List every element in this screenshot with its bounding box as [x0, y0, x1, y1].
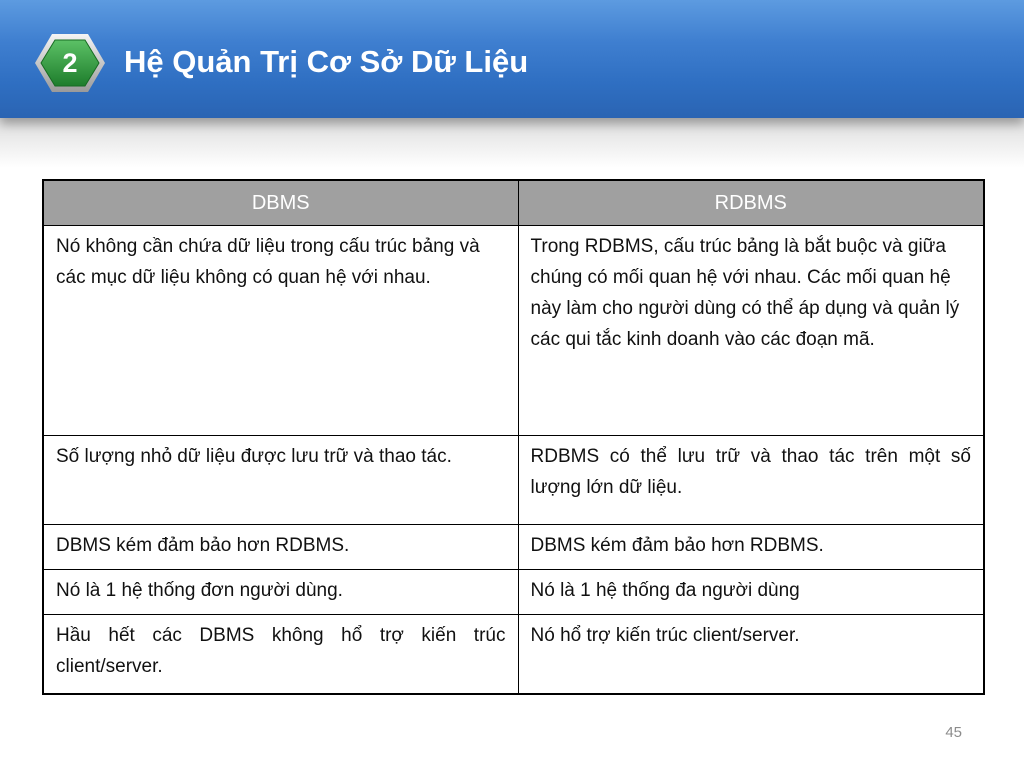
- table-cell-rdbms: Nó là 1 hệ thống đa người dùng: [518, 570, 984, 615]
- table-cell-dbms: Hầu hết các DBMS không hổ trợ kiến trúc client/server.: [43, 615, 518, 695]
- table-cell-rdbms: Nó hổ trợ kiến trúc client/server.: [518, 615, 984, 695]
- section-number-badge: [34, 32, 106, 94]
- page-number: 45: [945, 724, 962, 741]
- column-header-dbms: DBMS: [43, 180, 518, 226]
- table-cell-dbms: Nó không cần chứa dữ liệu trong cấu trúc bảng và các mục dữ liệu không có quan hệ với nhau.: [43, 226, 518, 436]
- table-cell-dbms: Số lượng nhỏ dữ liệu được lưu trữ và thao tác.: [43, 436, 518, 525]
- table-cell-rdbms: RDBMS có thể lưu trữ và thao tác trên một số lượng lớn dữ liệu.: [518, 436, 984, 525]
- table-row: [43, 570, 984, 615]
- table-cell-dbms: DBMS kém đảm bảo hơn RDBMS.: [43, 525, 518, 570]
- table-header-row: [43, 180, 984, 226]
- table-row: [43, 436, 984, 525]
- table-row: [43, 615, 984, 695]
- table-cell-rdbms: DBMS kém đảm bảo hơn RDBMS.: [518, 525, 984, 570]
- slide-title: Hệ Quản Trị Cơ Sở Dữ Liệu: [124, 44, 529, 79]
- table-row: [43, 226, 984, 436]
- column-header-rdbms: RDBMS: [518, 180, 984, 226]
- table-cell-dbms: Nó là 1 hệ thống đơn người dùng.: [43, 570, 518, 615]
- header-shadow: [0, 118, 1024, 168]
- section-number: 2: [62, 47, 78, 78]
- table-row: [43, 525, 984, 570]
- comparison-table: [42, 179, 985, 695]
- table-cell-rdbms: Trong RDBMS, cấu trúc bảng là bắt buộc và giữa chúng có mối quan hệ với nhau. Các mối quan hệ này làm cho người dùng có thể áp dụng và quản lý các qui tắc kinh doanh vào các đoạn mã.: [518, 226, 984, 436]
